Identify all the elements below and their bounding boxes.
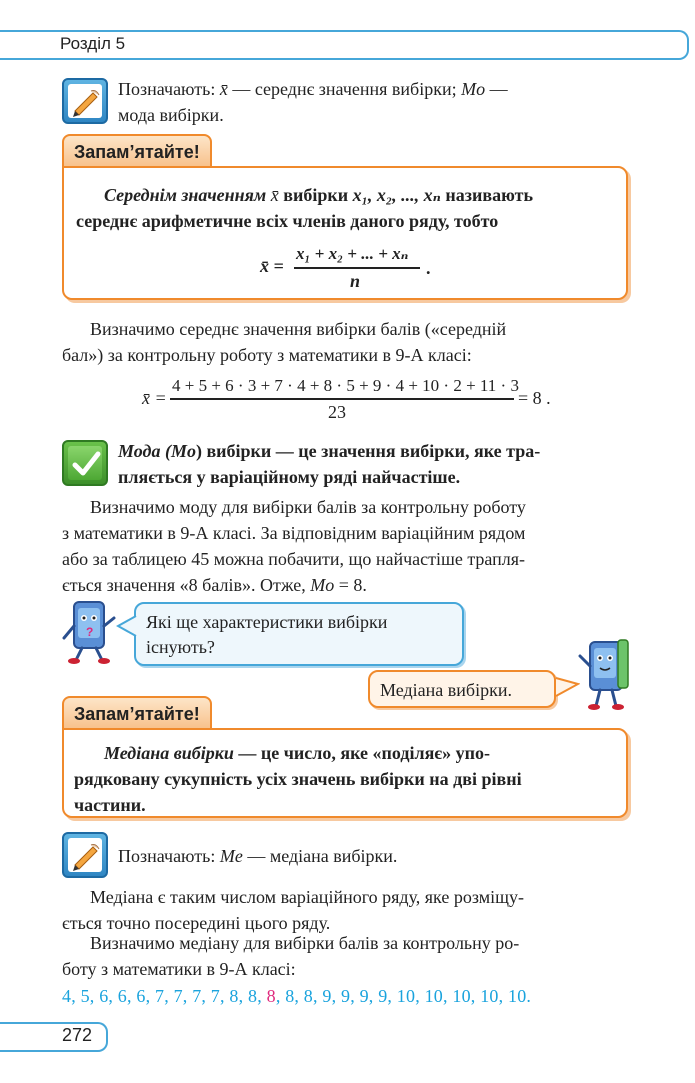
notation-text-2: Позначають: Me — медіана вибірки. <box>118 846 398 866</box>
section-label: Розділ 5 <box>60 34 126 53</box>
remember-badge-1: Запам’ятайте! <box>62 134 212 168</box>
median-value: 8 <box>266 986 276 1006</box>
question-bubble: Які ще характеристики вибірки існують? <box>134 602 464 666</box>
definition-median: Медіана вибірки — це число, яке «поділяє» упо- рядковану сукупність усіх значень вибірки на дві рівні частини. <box>74 743 522 815</box>
remember-box-1 <box>62 166 628 300</box>
phone-character-question-icon <box>60 598 120 664</box>
remember-box-2 <box>62 728 628 818</box>
answer-bubble: Медіана вибірки. <box>368 670 556 708</box>
pencil-note-icon <box>62 832 108 878</box>
notation-text-1: Позначають: x̄ — середнє значення вибірки; Mo — мода вибірки. <box>118 79 508 125</box>
definition-mode: Мода (Mo) вибірки — це значення вибірки, яке тра- пляється у варіаційному ряді найчастіше. <box>118 441 541 487</box>
checkmark-icon <box>62 440 108 486</box>
paragraph-mode: Визначимо моду для вибірки балів за контрольну роботу з математики в 9-А класі. За відповідним варіаційним рядом або за таблицею 45 можна побачити, що найчастіше трапля- ється значення «8 балів». Отже, Mo = 8. <box>62 497 526 595</box>
remember-badge-2: Запам’ятайте! <box>62 696 212 730</box>
ordered-sample-sequence: 4, 5, 6, 6, 6, 7, 7, 7, 7, 8, 8, 8, 8, 8, 9, 9, 9, 9, 10, 10, 10, 10, 10. <box>62 986 532 1006</box>
paragraph-mean: Визначимо середнє значення вибірки балів («середній бал») за контрольну роботу з математики в 9-А класі: <box>62 319 507 365</box>
mean-formula: x̄ = x₁ + x₂ + ... + xₙ n . <box>260 244 431 291</box>
paragraph-median: Медіана є таким числом варіаційного ряду, яке розміщу- ється точно посередині цього ряду. <box>62 887 524 933</box>
question-bubble-tail <box>116 614 138 638</box>
answer-bubble-tail <box>554 676 580 698</box>
svg-text:?: ? <box>86 625 94 639</box>
phone-character-icon <box>578 636 638 712</box>
page-number: 272 <box>62 1025 93 1045</box>
definition-mean: Середнім значенням x̄ вибірки x₁, x₂, ..., xₙ називають середнє арифметичне всіх членів даного ряду, тобто <box>76 185 533 231</box>
paragraph-median-calc: Визначимо медіану для вибірки балів за контрольну ро- боту з математики в 9-А класі: <box>62 933 520 979</box>
pencil-note-icon <box>62 78 108 124</box>
mean-calculation-formula: x̄ = 4 + 5 + 6 · 3 + 7 · 4 + 8 · 5 + 9 · 4 + 10 · 2 + 11 · 3 23 = 8 . <box>142 376 551 422</box>
